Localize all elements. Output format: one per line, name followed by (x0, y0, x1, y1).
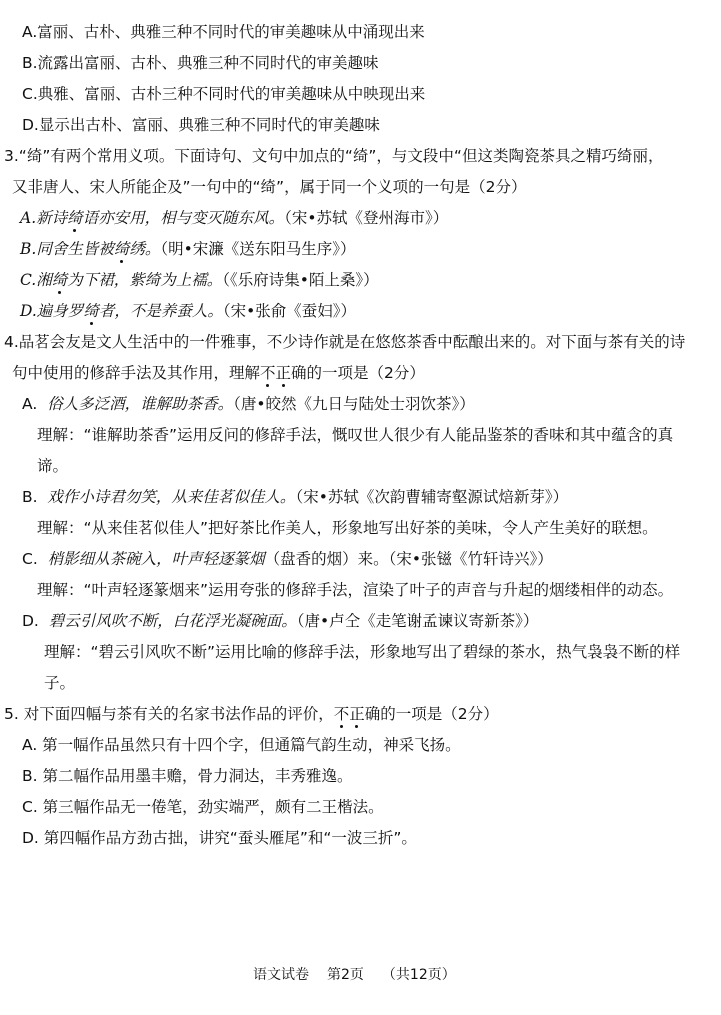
q3-d-source: （宋•张俞《蚕妇》） (222, 302, 356, 320)
q3-option-b (20, 238, 356, 260)
q4-b-explanation-1: 理解：“从来佳茗似佳人”把好茶比作美人，形象地写出好茶的美味，令人产生美好的联想。 (37, 519, 658, 537)
q3-option-a (20, 207, 448, 229)
q4-b-label: B. (22, 488, 38, 506)
q4-stem-line1: 4.品茗会友是文人生活中的一件雅事，不少诗作就是在悠悠茶香中酝酿出来的。对下面与茶有关的诗 (4, 333, 686, 351)
q4-b-quote: 戏作小诗君勿笑，从来佳茗似佳人。 (47, 488, 296, 506)
q3-a-quote: A.新诗绮语亦安用，相与变灭随东风。 (20, 209, 285, 227)
q3-stem-char: 绮 (26, 147, 43, 165)
q4-c-source: （宋•张镃《竹轩诗兴》） (388, 550, 553, 568)
q4-a-explanation-2: 谛。 (37, 457, 69, 475)
q3-d-quote: D.遍身罗绮者，不是养蚕人。 (20, 302, 223, 320)
q3-option-d (20, 300, 356, 322)
q2-option-c: C.典雅、富丽、古朴三种不同时代的审美趣味从中映现出来 (22, 85, 426, 103)
q3-c-source: （《乐府诗集•陌上桑》） (222, 271, 379, 289)
q3-a-source: （宋•苏轼《登州海市》） (284, 209, 449, 227)
q4-c-label: C. (22, 550, 38, 568)
q4-option-d (22, 610, 538, 632)
footer-total-pages: （共12页） (381, 967, 456, 983)
q4-option-b (22, 486, 568, 508)
q5-stem: 5. 对下面四幅与茶有关的名家书法作品的评价，不正确的一项是（2分） (4, 705, 499, 723)
q5-option-d: D. 第四幅作品方劲古拙，讲究“蚕头雁尾”和“一波三折”。 (22, 829, 417, 847)
q5-option-b: B. 第二幅作品用墨丰赡，骨力洞达，丰秀雅逸。 (22, 767, 353, 785)
q4-a-explanation-1: 理解：“谁解助茶香”运用反问的修辞手法，慨叹世人很少有人能品鉴茶的香味和其中蕴含的真 (37, 426, 674, 444)
q5-option-c: C. 第三幅作品无一倦笔，劲实端严，颇有二王楷法。 (22, 798, 384, 816)
q3-stem-pre: 3.“ (4, 147, 27, 165)
q4-stem-line2: 句中使用的修辞手法及其作用，理解不正确的一项是（2分） (12, 364, 425, 382)
q4-d-explanation-1: 理解：“碧云引风吹不断”运用比喻的修辞手法，形象地写出了碧绿的茶水，热气袅袅不断的样 (44, 643, 681, 661)
q5-option-a: A. 第一幅作品虽然只有十四个字，但通篇气韵生动，神采飞扬。 (22, 736, 461, 754)
q3-b-quote: B.同舍生皆被绮绣。 (20, 240, 161, 258)
q4-option-c (22, 548, 553, 570)
q4-a-source: （唐•皎然《九日与陆处士羽饮茶》） (233, 395, 475, 413)
q4-a-label: A. (22, 395, 38, 413)
q3-option-c (20, 269, 379, 291)
q2-option-b: B.流露出富丽、古朴、典雅三种不同时代的审美趣味 (22, 54, 379, 72)
q2-option-a: A.富丽、古朴、典雅三种不同时代的审美趣味从中涌现出来 (22, 23, 425, 41)
q4-c-quote: 梢影细从茶碗入，叶声轻逐篆烟 (47, 550, 265, 568)
q4-d-source: （唐•卢仝《走笔谢孟谏议寄新茶》） (296, 612, 539, 630)
q3-b-source: （明•宋濂《送东阳马生序》） (160, 240, 356, 258)
q4-c-explanation-1: 理解：“叶声轻逐篆烟来”运用夸张的修辞手法，渲染了叶子的声音与升起的烟缕相伴的动态。 (37, 581, 674, 599)
q4-b-source: （宋•苏轼《次韵曹辅寄壑源试焙新芽》） (295, 488, 569, 506)
q4-option-a (22, 393, 475, 415)
q4-d-label: D. (22, 612, 39, 630)
footer-page-number: 第2页 (327, 967, 364, 983)
q3-stem-line1 (4, 145, 663, 167)
q4-d-explanation-2: 子。 (44, 674, 76, 692)
q4-c-paren: （盘香的烟）来。 (264, 550, 389, 568)
q3-stem-line2: 又非唐人、宋人所能企及”一句中的“绮”，属于同一个义项的一句是（2分） (12, 178, 527, 196)
footer-subject: 语文试卷 (253, 967, 309, 983)
q4-a-quote: 俗人多泛酒，谁解助茶香。 (47, 395, 234, 413)
q3-c-quote: C.湘绮为下裙，紫绮为上襦。 (20, 271, 223, 289)
q3-stem-post: ”有两个常用义项。下面诗句、文句中加点的“绮”，与文段中“但这类陶瓷茶具之精巧绮丽， (42, 147, 664, 165)
page-footer (253, 964, 474, 986)
q2-option-d: D.显示出古朴、富丽、典雅三种不同时代的审美趣味 (22, 116, 380, 134)
q4-d-quote: 碧云引风吹不断，白花浮光凝碗面。 (48, 612, 297, 630)
